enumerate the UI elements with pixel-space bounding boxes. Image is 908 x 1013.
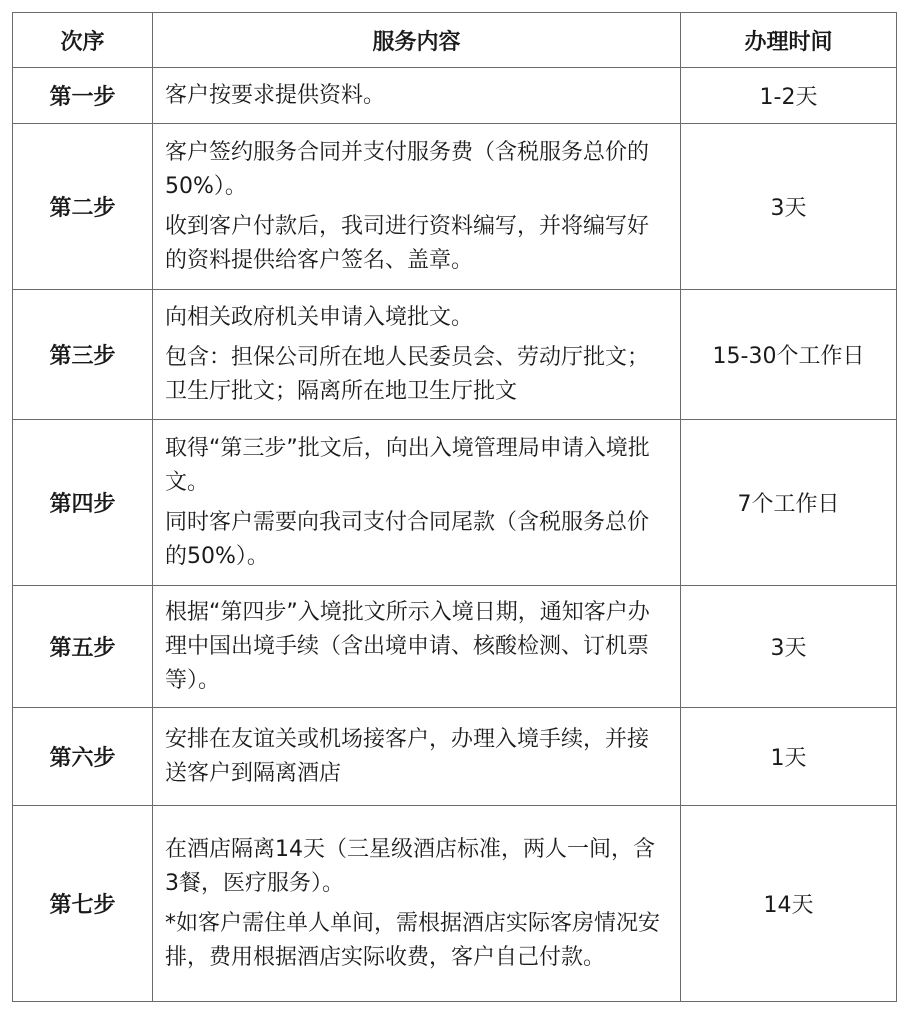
- table-row: [13, 806, 897, 1002]
- processing-time: 14天: [681, 806, 897, 1002]
- service-paragraph: 客户按要求提供资料。: [165, 82, 386, 108]
- processing-time: 1天: [681, 708, 897, 806]
- table-row: [13, 124, 897, 290]
- service-content: [153, 708, 681, 806]
- service-content: [153, 290, 681, 420]
- table-header-row: [13, 13, 897, 68]
- table-row: [13, 708, 897, 806]
- header-step-order: 次序: [13, 13, 153, 68]
- service-paragraph: 包含：担保公司所在地人民委员会、劳动厅批文；卫生厅批文；隔离所在地卫生厅批文: [165, 344, 650, 404]
- service-process-table: [12, 12, 897, 1002]
- processing-time: 3天: [681, 124, 897, 290]
- step-label: 第一步: [13, 68, 153, 124]
- header-service-content: 服务内容: [153, 13, 681, 68]
- step-label: 第五步: [13, 586, 153, 708]
- service-paragraph: 安排在友谊关或机场接客户，办理入境手续，并接送客户到隔离酒店: [165, 726, 650, 786]
- processing-time: 7个工作日: [681, 420, 897, 586]
- step-label: 第二步: [13, 124, 153, 290]
- service-table-wrapper: [12, 12, 897, 1002]
- service-paragraph: *如客户需住单人单间，需根据酒店实际客房情况安排，费用根据酒店实际收费，客户自己付款。: [165, 910, 661, 970]
- service-content: [153, 420, 681, 586]
- service-paragraph: 在酒店隔离14天（三星级酒店标准，两人一间，含3餐，医疗服务）。: [165, 836, 655, 896]
- service-paragraph: 向相关政府机关申请入境批文。: [165, 304, 474, 330]
- processing-time: 1-2天: [681, 68, 897, 124]
- service-paragraph: 取得“第三步”批文后，向出入境管理局申请入境批文。: [165, 435, 650, 495]
- table-row: [13, 290, 897, 420]
- processing-time: 15-30个工作日: [681, 290, 897, 420]
- service-content: [153, 124, 681, 290]
- service-paragraph: 根据“第四步”入境批文所示入境日期，通知客户办理中国出境手续（含出境申请、核酸检测、订机票等）。: [165, 599, 650, 693]
- step-label: 第四步: [13, 420, 153, 586]
- header-processing-time: 办理时间: [681, 13, 897, 68]
- step-label: 第三步: [13, 290, 153, 420]
- service-content: [153, 586, 681, 708]
- step-label: 第六步: [13, 708, 153, 806]
- step-label: 第七步: [13, 806, 153, 1002]
- service-paragraph: 收到客户付款后，我司进行资料编写，并将编写好的资料提供给客户签名、盖章。: [165, 213, 650, 273]
- table-row: [13, 420, 897, 586]
- service-content: [153, 806, 681, 1002]
- service-content: [153, 68, 681, 124]
- table-row: [13, 68, 897, 124]
- service-paragraph: 同时客户需要向我司支付合同尾款（含税服务总价的50%）。: [165, 509, 650, 569]
- table-row: [13, 586, 897, 708]
- processing-time: 3天: [681, 586, 897, 708]
- service-paragraph: 客户签约服务合同并支付服务费（含税服务总价的50%）。: [165, 139, 650, 199]
